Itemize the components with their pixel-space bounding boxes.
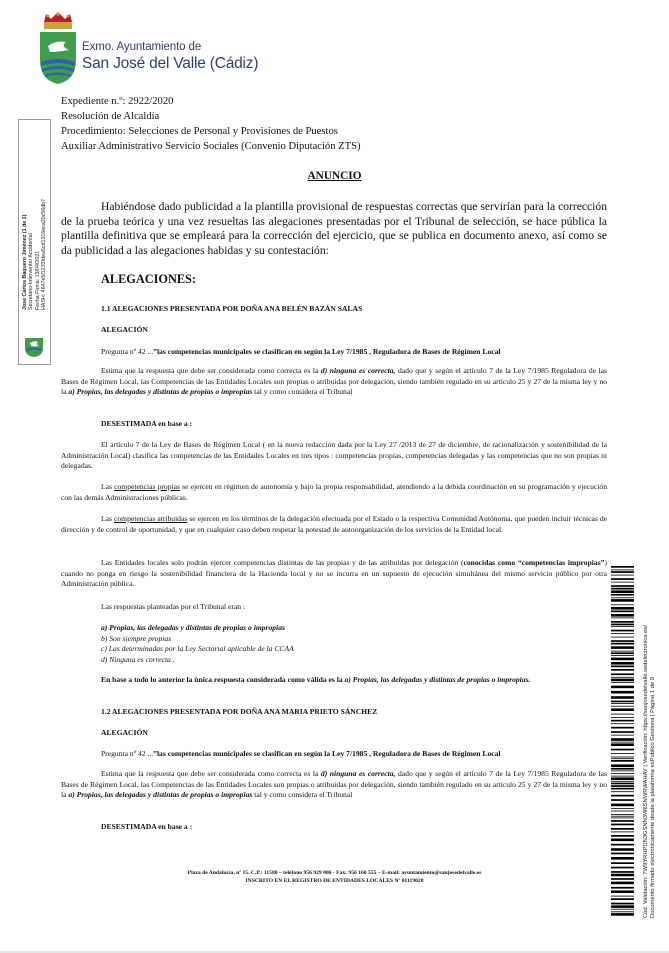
seal-icon (22, 336, 46, 358)
conclusion-text: En base a todo lo anterior la única respuesta considerada como válida es la (101, 675, 345, 684)
document-meta (61, 94, 361, 154)
section-1-1-claim (61, 366, 607, 398)
footer-registry: INSCRITO EN EL REGISTRO DE ENTIDADES LOCALES Nº 01119028 (245, 877, 424, 884)
organization-name-line1: Exmo. Ayuntamiento de (82, 41, 202, 53)
own-competences-paragraph (61, 482, 607, 503)
claim-text: tal y como considera el Tribunal (252, 790, 353, 799)
expediente-number: Expediente n.º: 2922/2020 (61, 96, 174, 107)
conclusion-answer: a) Propias, las delegadas y distintas de propias o impropias. (344, 675, 531, 684)
question-number: Pregunta nº 42 ... (101, 749, 154, 758)
section-1-1-decision: DESESTIMADA en base a : (101, 419, 193, 428)
section-1-2-claim (61, 769, 607, 801)
improper-competences-paragraph (61, 558, 607, 590)
document-title: ANUNCIO (307, 170, 362, 182)
signer-name: Jose Carlos Baquero Jiménez (1 de 1) (22, 214, 28, 310)
bold-term: conocidas como “competencias impropias” (463, 558, 605, 567)
paragraph-text: Las (101, 514, 114, 523)
answer-option: a) Propias, las delegadas y distintas de propias o impropias (101, 623, 285, 632)
claim-text: dado que y según el artículo 7 de la Ley 7/1985 Reguladora de las Bases de Régimen Local, las Competencias de las Entidades Locales son propias o atribuidas por delegación, siendo también regulado en su artículo 25 y 27 de la misma ley y no la (61, 366, 607, 396)
question-number: Pregunta nº 42 ... (101, 347, 154, 356)
section-1-2-question (101, 749, 501, 760)
section-1-2-heading: 1.2 ALEGACIONES PRESENTADA POR DOÑA ANA MARIA PRIETO SÁNCHEZ (101, 707, 378, 716)
signature-text (22, 120, 47, 310)
answers-label: Las respuestas planteadas por el Tribunal eran : (101, 602, 246, 611)
section-1-2-alegacion-label: ALEGACIÓN (101, 728, 148, 737)
verification-platform-line: Documento firmado electrónicamente desde la plataforma esPublico Gestiona | Página 1 de 9 (649, 677, 656, 918)
page-footer (0, 870, 669, 885)
paragraph-text: Las Entidades locales solo podrán ejercer competencias distintas de las propias y de las atribuidas por delegación ( (101, 558, 464, 567)
procedure-name: Procedimiento: Selecciones de Personal y Provisiones de Puestos (61, 126, 338, 137)
verification-text (643, 558, 657, 918)
signature-date: Fecha Firma: 13/04/2021 (34, 250, 41, 310)
verification-code-line: Cód. Validación: 7W9YRHPDN3GSNN3W6SNWRWAHAY | Verificación: https://sanjosedelvalle.sedelectronica.es/ (643, 625, 649, 918)
claim-text: tal y como considera el Tribunal (252, 387, 353, 396)
resolution-type: Resolución de Alcaldía (61, 111, 160, 122)
answer-option: b) Son siempre propias (101, 633, 172, 643)
answer-option: d) Ninguna es correcta . (101, 654, 175, 664)
claim-rejected-answer: a) Propias, las delegadas y distintas de propias o impropias (68, 790, 253, 799)
barcode-icon (611, 566, 634, 916)
section-title: ALEGACIONES: (101, 272, 196, 286)
position-name: Auxiliar Administrativo Servicio Sociales (Convenio Diputación ZTS) (61, 141, 361, 152)
claim-rejected-answer: a) Propias, las delegadas y distintas de propias o impropias (68, 387, 253, 396)
claim-answer: d) ninguna es correcta, (320, 769, 396, 778)
claim-text: Estima que la respuesta que debe ser considerada como correcta es la (101, 769, 321, 778)
answer-options (101, 623, 294, 665)
paragraph-text: ) cuando no ponga en riesgo la sostenibilidad financiera de la Hacienda local y no se incurra en un supuesto de ejecución simultánea del mismo servicio público por otra Administración pública. (61, 558, 607, 588)
paragraph-text: se ejercen en los términos de la delegación efectuada por el Estado o la respectiva Comunidad Autónoma, que pueden incluir técnicas de dirección y de control de oportunidad, y que en cualquier caso deben respetar la potestad de autoorganización de los servicios de la Entidad local. (61, 514, 607, 534)
organization-name-line2: San José del Valle (Cádiz) (82, 55, 259, 72)
question-text: ”las competencias municipales se clasifican en según la Ley 7/1985 , Reguladora de Bases de Régimen Local (153, 347, 501, 356)
underlined-term: competencias atribuidas (114, 514, 188, 523)
claim-text: Estima que la respuesta que debe ser considerada como correcta es la (101, 366, 321, 375)
answer-option: c) Las determinadas por la Ley Sectorial aplicable de la CCAA (101, 644, 294, 653)
signature-hash: HASH: 4647e5f1233fdea5cd1316eca20c56db7 (40, 198, 47, 310)
article-7-paragraph: El artículo 7 de la Ley de Bases de Régimen Local ( en la nueva redacción dada por la Ley 27 /2013 de 27 de diciembre, de racionalización y sostenibilidad de la Administración Local) clasifica las competencias de las Entidades Locales en tres tipos : competencias propias, competencias delegadas y las competencias que no son propias ni delegadas. (61, 440, 607, 470)
underlined-term: competencias propias (114, 482, 180, 491)
claim-text: dado que y según el artículo 7 de la Ley 7/1985 Reguladora de las Bases de Régimen Local, las Competencias de las Entidades Locales son propias o atribuidas por delegación, siendo también regulado en su artículo 25 y 27 de la misma ley y no la (61, 769, 607, 799)
claim-answer: d) ninguna es correcta, (320, 366, 396, 375)
section-1-1-conclusion (61, 675, 607, 686)
section-1-1-alegacion-label: ALEGACIÓN (101, 325, 148, 334)
section-1-1-question (101, 347, 501, 358)
footer-address: Plaza de Andalucía, nº 15. C.P.: 11580 – teléfono 956 929 006 - Fax: 956 160 555 – E-mail: ayuntamiento@sanjosedelvalle.es (187, 870, 482, 876)
section-1-1-heading: 1.1 ALEGACIONES PRESENTADA POR DOÑA ANA BELÉN BAZÁN SALAS (101, 304, 363, 313)
question-text: ”las competencias municipales se clasifican en según la Ley 7/1985 , Reguladora de Bases de Régimen Local (153, 749, 501, 758)
paragraph-text: Las (101, 482, 115, 491)
paragraph-text: se ejercen en régimen de autonomía y bajo la propia responsabilidad, atendiendo a la debida coordinación en su programación y ejecución con las demás Administraciones públicas. (61, 482, 608, 502)
attributed-competences-paragraph (61, 514, 607, 535)
signer-role: Secretario-Interventor Accidental (28, 233, 35, 310)
section-1-2-decision: DESESTIMADA en base a : (101, 822, 193, 831)
intro-paragraph: Habiéndose dado publicidad a la plantilla provisional de respuestas correctas que servirían para la corrección de la prueba teórica y una vez resueltas las alegaciones presentadas por el Tribunal de selección, se hace pública la plantilla definitiva que se empleará para la corrección del ejercicio, que se publica en documento anexo, así como se da publicidad a las alegaciones habidas y su contestación: (61, 200, 607, 257)
